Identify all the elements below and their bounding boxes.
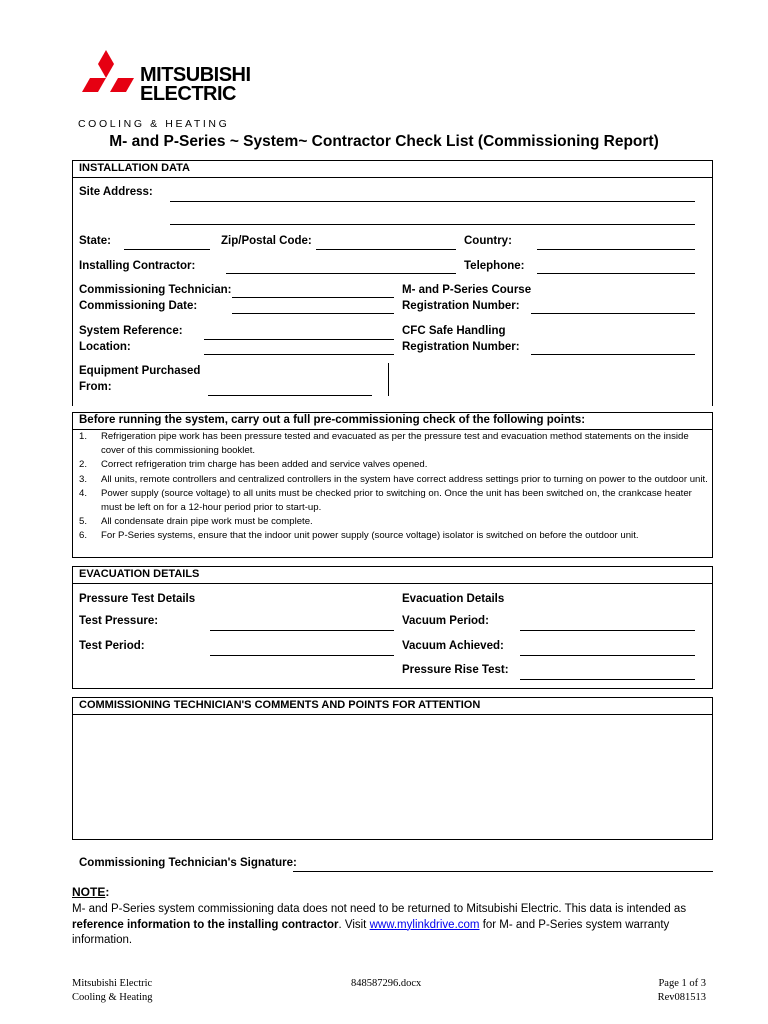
equipment-purchased-field[interactable] [208,395,372,396]
telephone-field[interactable] [537,273,695,274]
note-text: M- and P-Series system commissioning data does not need to be returned to Mitsubishi Electric. This data is intended as reference information to the installing contractor. Visit www.mylinkdrive.com for M- and P-Series system warranty information. [72,903,687,946]
list-item: 6. For P-Series systems, ensure that the indoor unit power supply (source voltage) isolator is switched on before the outdoor unit. [79,530,639,542]
test-pressure-label: Test Pressure: [79,615,159,627]
cfc-registration-field[interactable] [531,354,695,355]
comments-section [72,697,713,840]
vacuum-period-label: Vacuum Period: [402,615,489,627]
precheck-list [73,430,712,544]
comm-date-field[interactable] [232,313,394,314]
test-period-field[interactable] [210,655,394,656]
divider [388,363,389,396]
evacuation-header: EVACUATION DETAILS [73,567,712,584]
precheck-section [72,412,713,558]
signature-label: Commissioning Technician's Signature: [79,857,297,869]
comm-date-label: Commissioning Date: [79,300,198,312]
state-label: State: [79,235,111,247]
footer-company: Mitsubishi Electric Cooling & Heating [72,978,153,1003]
three-diamonds-icon [78,48,134,104]
list-item: 3. All units, remote controllers and centralized controllers in the system have correct address settings prior to turning on power to the outdoor unit. [79,473,708,485]
mylinkdrive-link[interactable]: www.mylinkdrive.com [369,918,480,931]
course-registration-field[interactable] [531,313,695,314]
equipment-label-2: From: [79,381,112,393]
brand-name-line2: ELECTRIC [140,83,236,105]
system-reference-label: System Reference: [79,325,183,337]
vacuum-period-field[interactable] [520,630,695,631]
zip-field[interactable] [316,249,456,250]
list-item: 4. Power supply (source voltage) to all units must be checked prior to switching on. Once the unit has been switched on, the crankcase heater must be left on for a 12-hour period prior to start-up. [79,487,692,514]
course-label-2: Registration Number: [402,300,520,312]
brand-tagline: COOLING & HEATING [78,118,230,130]
country-field[interactable] [537,249,695,250]
site-address-field-2[interactable] [170,224,695,225]
pressure-rise-test-label: Pressure Rise Test: [402,664,509,676]
signature-field[interactable] [293,871,713,872]
location-field[interactable] [204,354,394,355]
comments-header: COMMISSIONING TECHNICIAN'S COMMENTS AND POINTS FOR ATTENTION [73,698,712,715]
list-item: 2. Correct refrigeration trim charge has been added and service valves opened. [79,459,428,471]
note-label: NOTE: [72,885,110,899]
list-item: 5. All condensate drain pipe work must be complete. [79,516,313,528]
state-field[interactable] [124,249,210,250]
country-label: Country: [464,235,512,247]
equipment-label-1: Equipment Purchased [79,365,201,377]
footer-filename: 848587296.docx [351,978,422,989]
system-reference-field[interactable] [204,339,394,340]
comm-technician-label: Commissioning Technician: [79,284,232,296]
telephone-label: Telephone: [464,260,525,272]
vacuum-achieved-field[interactable] [520,655,695,656]
revision: Rev081513 [657,992,706,1003]
mitsubishi-logo [78,48,258,104]
page-number: Page 1 of 3 [658,978,706,989]
test-pressure-field[interactable] [210,630,394,631]
vacuum-achieved-label: Vacuum Achieved: [402,640,504,652]
pressure-rise-test-field[interactable] [520,679,695,680]
evacuation-details-label: Evacuation Details [402,593,505,605]
comments-textarea[interactable] [73,715,712,839]
course-label-1: M- and P-Series Course [402,284,532,296]
site-address-field-1[interactable] [170,201,695,202]
location-label: Location: [79,341,131,353]
cfc-label-2: Registration Number: [402,341,520,353]
footer-page [658,977,706,1005]
zip-label: Zip/Postal Code: [221,235,312,247]
installing-contractor-field[interactable] [226,273,456,274]
evacuation-section [72,566,713,689]
site-address-label: Site Address: [79,186,153,198]
note-bold-text: reference information to the installing contractor [72,918,339,931]
cfc-label-1: CFC Safe Handling [402,325,506,337]
installation-data-header: INSTALLATION DATA [73,161,712,178]
precheck-header: Before running the system, carry out a full pre-commissioning check of the following points: [73,413,712,430]
page-title: M- and P-Series ~ System~ Contractor Check List (Commissioning Report) [109,133,659,150]
comm-technician-field[interactable] [232,297,394,298]
test-period-label: Test Period: [79,640,145,652]
list-item: 1. Refrigeration pipe work has been pressure tested and evacuated as per the pressure test and evacuation method statements on the inside cover of this commissioning booklet. [79,431,689,457]
pressure-test-details-label: Pressure Test Details [79,593,196,605]
brand-name-line1: MITSUBISHI [140,64,251,86]
installing-contractor-label: Installing Contractor: [79,260,196,272]
